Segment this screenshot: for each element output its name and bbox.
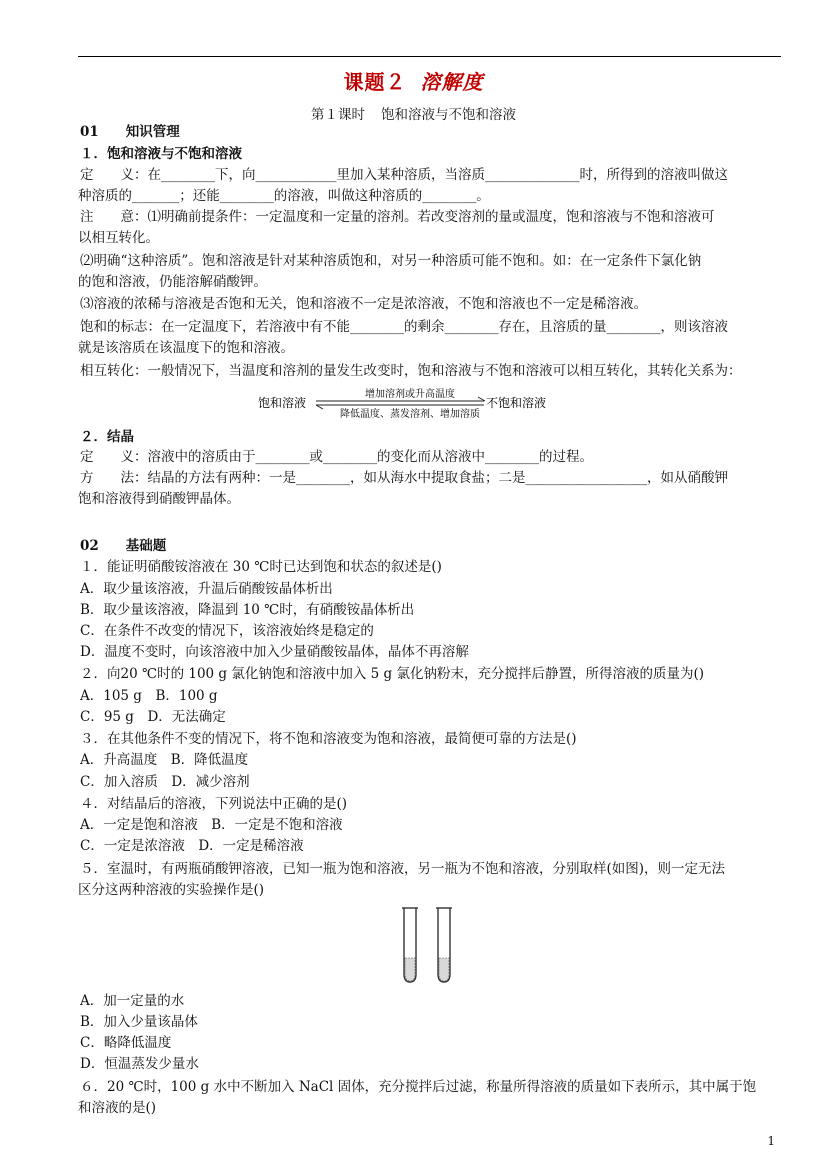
option: A．升高温度 B．降低温度 [80,752,249,768]
lesson-subtitle [0,103,827,123]
question-3: ３．在其他条件不变的情况下，将不饱和溶液变为饱和溶液，最简便可靠的方法是() [80,731,577,747]
subheading-crystallization: ２．结晶 [80,429,134,445]
diagram-top-label: 增加溶剂或升高温度 [365,389,455,400]
diagram-right-label: 不饱和溶液 [486,396,547,410]
question-4: ４．对结晶后的溶液，下列说法中正确的是() [80,796,348,812]
option: C．在条件不改变的情况下，该溶液始终是稳定的 [80,623,374,639]
text-line: ⑵明确“这种溶质”。饱和溶液是针对某种溶质饱和，对另一种溶质可能不饱和。如：在一定条件下氯化钠 [80,253,702,269]
text-line: 以相互转化。 [78,230,159,246]
test-tube-right [436,908,452,982]
option: A．105 g B．100 g [80,688,218,704]
text-line: 定 义：在________下，向____________里加入某种溶质，当溶质______________时，所得到的溶液叫做这 [80,167,728,183]
page-title [0,66,827,95]
text-line: 饱和的标志：在一定温度下，若溶液中有不能________的剩余________存在，且溶质的量________，则该溶液 [80,319,728,335]
diagram-bottom-label: 降低温度、蒸发溶剂、增加溶质 [340,409,480,420]
title-sub: 溶解度 [420,70,484,94]
option: A．加一定量的水 [80,993,185,1009]
question-2: ２．向20 ℃时的 100 g 氯化钠饱和溶液中加入 5 g 氯化钠粉末，充分搅拌后静置，所得溶液的质量为() [80,666,704,682]
text-line: 和溶液的是() [78,1100,157,1116]
question-1: １．能证明硝酸铵溶液在 30 ℃时已达到饱和状态的叙述是() [80,559,442,575]
text-line: 注 意：⑴明确前提条件：一定温度和一定量的溶剂。若改变溶剂的量或温度，饱和溶液与不饱和溶液可 [80,209,715,225]
option: B．加入少量该晶体 [80,1014,198,1030]
test-tubes-figure [398,906,460,984]
subheading-saturated: １．饱和溶液与不饱和溶液 [80,146,242,162]
question-6: ６．20 ℃时，100 g 水中不断加入 NaCl 固体，充分搅拌后过滤，称量所得溶液的质量如下表所示，其中属于饱 [80,1079,757,1095]
lesson-number: 第１课时 [311,107,365,123]
header-rule [78,56,781,57]
text-line: 的饱和溶液，仍能溶解硝酸钾。 [78,274,267,290]
text-line: 种溶质的_______；还能________的溶液，叫做这种溶质的________。 [78,188,490,204]
option: A．取少量该溶液，升温后硝酸铵晶体析出 [80,581,333,597]
section-heading-knowledge: 01 知识管理 [80,124,180,140]
text-line: ⑶溶液的浓稀与溶液是否饱和无关，饱和溶液不一定是浓溶液，不饱和溶液也不一定是稀溶液。 [80,296,647,312]
lesson-topic: 饱和溶液与不饱和溶液 [381,107,516,123]
option: C．95 g D．无法确定 [80,709,226,725]
option: C．加入溶质 D．减少溶剂 [80,774,250,790]
text-line: 就是该溶质在该温度下的饱和溶液。 [78,340,294,356]
diagram-left-label: 饱和溶液 [258,396,307,410]
option: D．恒温蒸发少量水 [80,1056,199,1072]
arrow-forward-head [478,397,485,401]
text-line: 区分这两种溶液的实验操作是() [78,882,265,898]
question-5: ５．室温时，有两瓶硝酸钾溶液，已知一瓶为饱和溶液，另一瓶为不饱和溶液，分别取样(如图)，则一定无法 [80,861,726,877]
text-line: 饱和溶液得到硝酸钾晶体。 [78,491,240,507]
option: C．略降低温度 [80,1035,172,1051]
option: B．取少量该溶液，降温到 10 ℃时，有硝酸铵晶体析出 [80,602,415,618]
text-line: 定 义：溶液中的溶质由于________或________的变化而从溶液中________的过程。 [80,449,593,465]
option: D．温度不变时，向该溶液中加入少量硝酸铵晶体，晶体不再溶解 [80,644,469,660]
text-line: 方 法：结晶的方法有两种：一是________，如从海水中提取食盐；二是__________________，如从硝酸钾 [80,470,728,486]
page-number: 1 [767,1134,775,1148]
test-tube-left [402,908,418,982]
title-main: 课题２ [343,70,407,94]
text-line: 相互转化：一般情况下，当温度和溶剂的量发生改变时，饱和溶液与不饱和溶液可以相互转化，其转化关系为： [80,363,742,379]
section-heading-basic: 02 基础题 [80,538,167,554]
conversion-diagram [258,385,568,421]
option: A．一定是饱和溶液 B．一定是不饱和溶液 [80,817,343,833]
arrow-back-head [316,405,323,409]
option: C．一定是浓溶液 D．一定是稀溶液 [80,838,304,854]
